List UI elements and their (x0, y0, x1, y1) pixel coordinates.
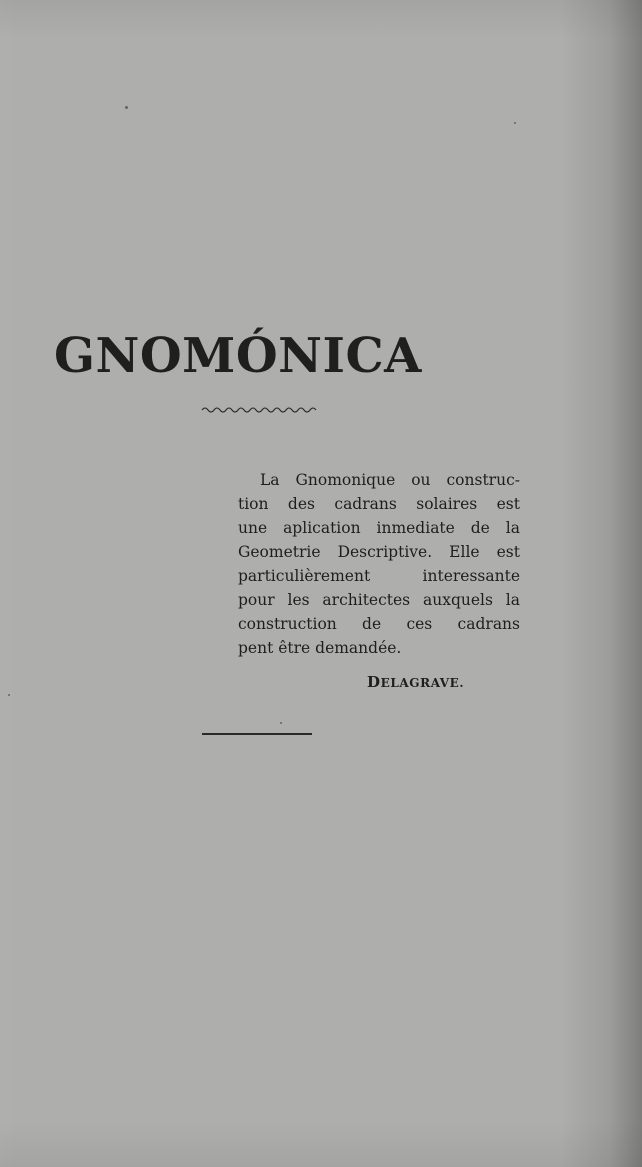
epigraph-line: pour les architectes auxquels la (238, 591, 520, 609)
wavy-line-ornament-icon (200, 402, 318, 416)
epigraph-line: Geometrie Descriptive. Elle est (238, 543, 520, 561)
paper-speck (280, 722, 282, 724)
paper-speck (8, 694, 10, 696)
horizontal-rule-divider (202, 733, 312, 735)
page-title: GNOMÓNICA (54, 328, 422, 384)
paper-speck (125, 106, 128, 109)
epigraph-quote (238, 468, 520, 660)
epigraph-line: une aplication inmediate de la (238, 519, 520, 537)
author-name-rest: ELAGRAVE. (380, 676, 465, 690)
epigraph-line: construction de ces cadrans (238, 615, 520, 633)
epigraph-author (367, 673, 464, 691)
paper-speck (514, 122, 516, 124)
author-initial: D (367, 673, 381, 691)
epigraph-line: tion des cadrans solaires est (238, 495, 520, 513)
epigraph-line: La Gnomonique ou construc- (260, 471, 520, 489)
epigraph-line: pent être demandée. (238, 639, 402, 657)
epigraph-line: particulièrement interessante (238, 567, 520, 585)
